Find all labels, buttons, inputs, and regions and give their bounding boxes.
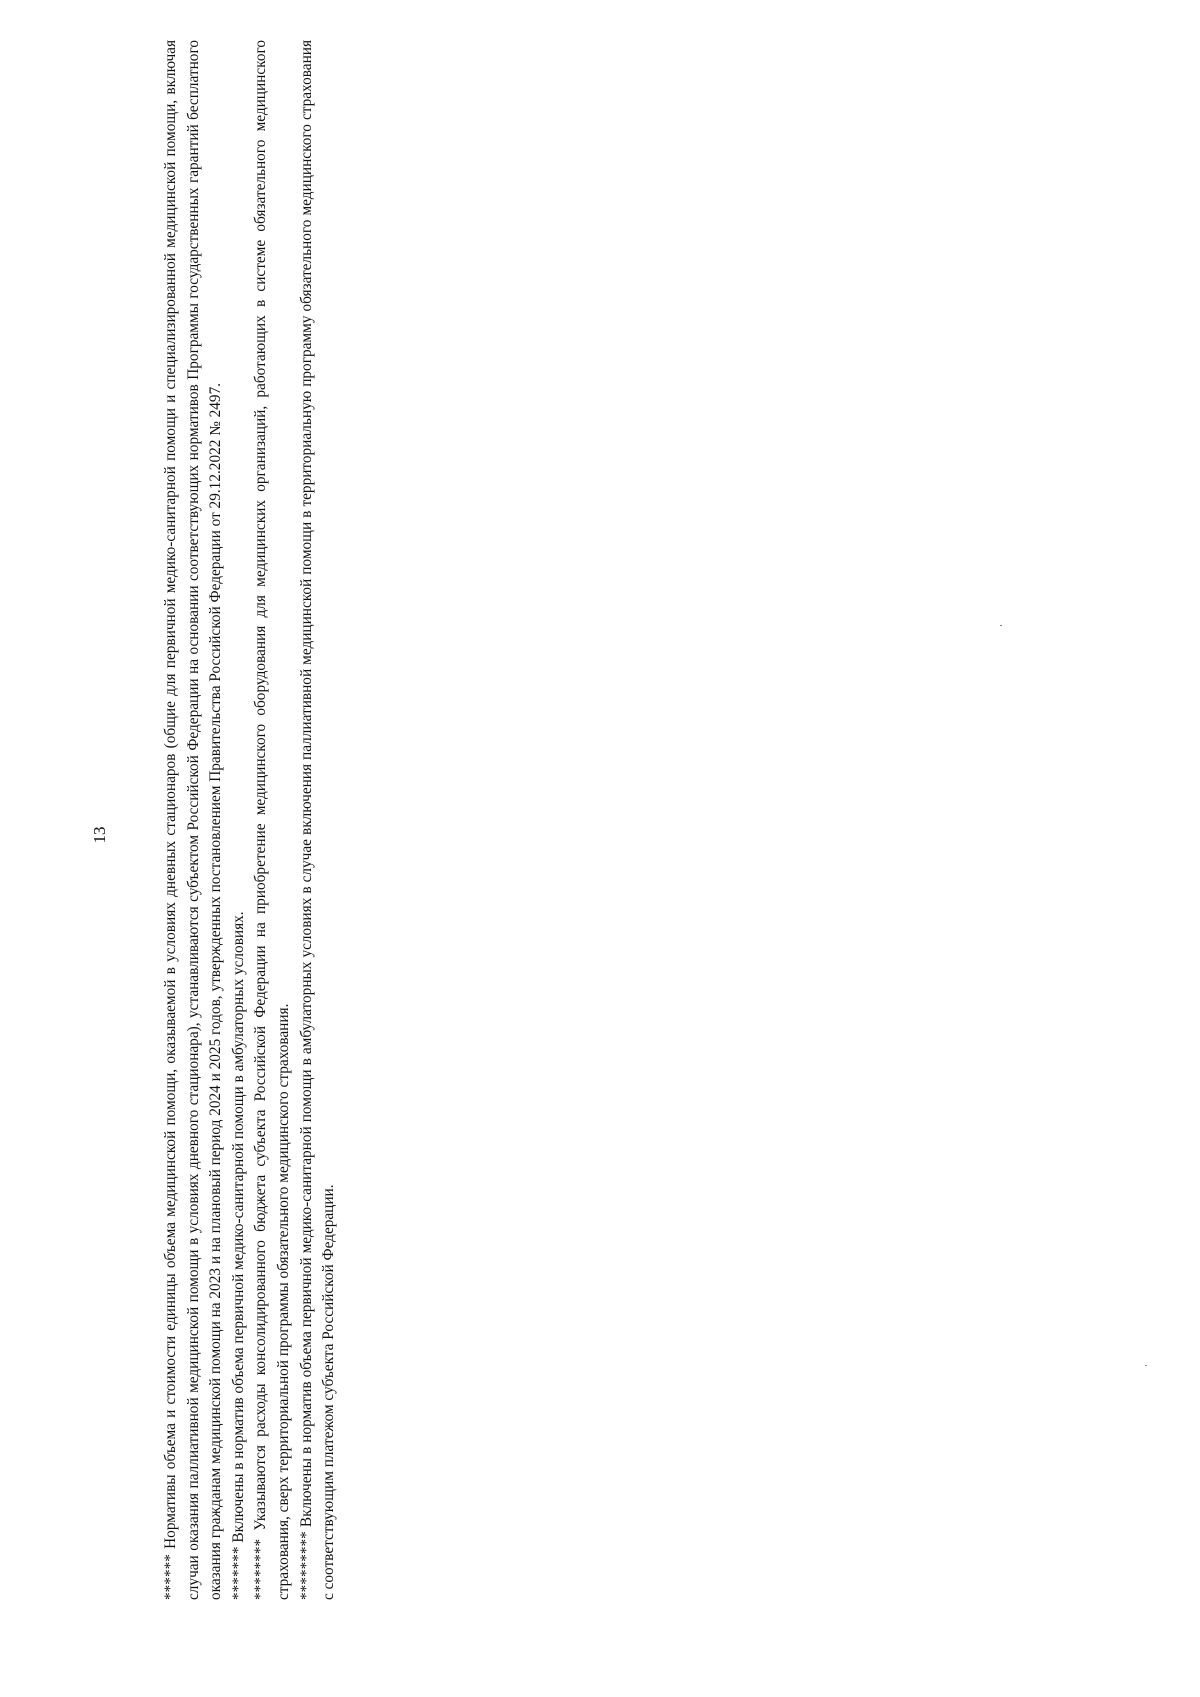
footnote-8 xyxy=(250,40,295,1600)
footnote-text: Включены в норматив объема первичной медико-санитарной помощи в амбулаторных условиях в случае включения паллиативной медицинской помощи в территориальную программу обязательного медицинского страхования с соответствующим платежом субъекта Российской Федерации. xyxy=(297,40,338,1600)
footnote-9 xyxy=(296,40,341,1600)
footnote-6 xyxy=(160,40,228,1600)
footnote-text: Включены в норматив объема первичной медико-санитарной помощи в амбулаторных условиях. xyxy=(229,911,247,1543)
footnote-mark: ****** xyxy=(162,1554,179,1600)
footnote-7 xyxy=(228,40,251,1600)
footnote-text: Указываются расходы консолидированного бюджета субъекта Российской Федерации на приобретение медицинского оборудования для медицинских организаций, работающих в системе обязательного медицинского страхования, сверх территориальной программы обязательного медицинского страхования. xyxy=(252,39,292,1600)
footnote-mark: ********* xyxy=(297,1531,315,1600)
scan-speck xyxy=(1000,625,1002,626)
footnote-mark: ******** xyxy=(252,1538,270,1600)
scan-speck xyxy=(1145,1365,1147,1366)
footnote-text: Нормативы объема и стоимости единицы объема медицинской помощи, оказываемой в условиях дневных стационаров (общие для первичной медико-санитарной помощи и специализированной медицинской помощи, включая случаи оказания паллиативной медицинской помощи в условиях дневного стационара), устанавливаются субъектом Российской Федерации на основании соответствующих нормативов Программы государственных гарантий бесплатного оказания гражданам медицинской помощи на 2023 и на плановый период 2024 и 2025 годов, утвержденных постановлением Правительства Российской Федерации от 29.12.2022 № 2497. xyxy=(162,39,225,1600)
footnotes-block xyxy=(160,40,390,1600)
footnote-mark: ******* xyxy=(229,1546,247,1600)
page-number: 13 xyxy=(90,826,109,844)
